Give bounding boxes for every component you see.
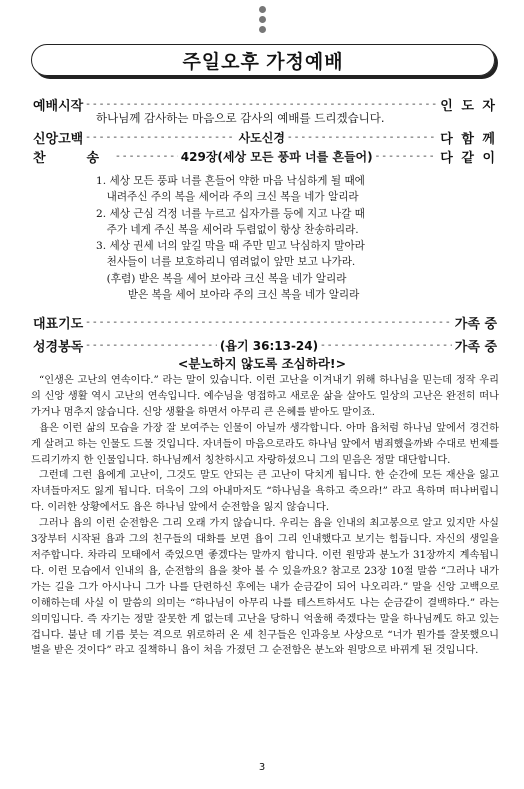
hymn-line: 1. 세상 모든 풍파 너를 흔들어 약한 마음 낙심하게 될 때에: [96, 175, 365, 187]
hymn-line: 내려주신 주의 복을 세어라 주의 크신 복을 네가 알리라: [96, 191, 359, 204]
paragraph: 그러나 욥의 이런 순전함은 그리 오래 가지 않습니다. 우리는 욥을 인내의 최고봉으로 알고 있지만 사실 3장부터 시작된 욥과 그의 친구들의 대화를 보면 욥이 그리 인내했다고 보기는 힘듭니다. 자신의 생일을 저주합니다. 차라리 모태에서 죽었으면 좋겠다는 말까지 합니다. 이런 원망과 분노가 31장까지 계속됩니다. 이런 모습에서 인내의 욥, 순전함의 욥을 찾아 볼 수 있을까요? 참고로 23장 10절 말씀 “그러나 내가 가는 길을 그가 아시나니 그가 나를 단련하신 후에는 내가 순금같이 되어 나오리라.” 말을 신앙 고백으로 이해하는데 사실 이 말씀의 의미는 “하나님이 아무리 나를 테스트하셔도 나는 순금같이 결백하다.” 라는 의미입니다. 즉 자기는 정말 잘못한 게 없는데 고난을 당하니 억울해 죽겠다는 말을 하나님께도 하고 있는 겁니다. 불난 데 기름 붓는 격으로 위로하러 온 세 친구들은 인과응보 사상으로 “너가 뭔가를 잘못했으니 벌을 받은 것이다” 라고 질책하니 욥이 처음 가졌던 그 순전함은 분노와 원망으로 바뀌게 된 것입니다.: [31, 518, 499, 657]
page-number: 3: [258, 762, 266, 773]
paragraph: “인생은 고난의 연속이다.” 라는 말이 있습니다. 이런 고난을 이겨내기 위해 하나님을 믿는데 정작 우리의 신앙 생활 역시 고난의 연속입니다. 예수님을 영접하고 새로운 삶을 살아도 일상의 고난은 완전히 떠나가거나 멈추지 않습니다. 신앙 생활을 하면서 아무리 큰 은혜를 받아도 말이죠.: [31, 375, 499, 418]
row-reading-leader: 가족 중: [454, 340, 497, 355]
row-reading-label: 성경봉독: [33, 340, 84, 355]
row-prayer-leader: 가족 중: [454, 317, 497, 332]
dotted-leader: [86, 132, 235, 143]
greeting-text: 하나님께 감사하는 마음으로 감사의 예배를 드리겠습니다.: [96, 111, 385, 125]
paragraph: 그런데 그런 욥에게 고난이, 그것도 말도 안되는 큰 고난이 닥치게 됩니다. 한 순간에 모든 재산을 잃고 자녀들마저도 잃게 됩니다. 더욱이 그의 아내마저도 “하나님을 욕하고 죽으라!” 라고 욕하며 떠나버립니다. 이러한 상황에서도 욥은 하나님 앞에서 순전함을 잃지 않습니다.: [31, 470, 499, 514]
row-opening-leader: 인 도 자: [440, 99, 497, 114]
sermon-title: <분노하지 않도록 조심하라!>: [177, 356, 347, 371]
decorative-dots: [0, 6, 524, 36]
row-creed-leader: 다 함 께: [440, 132, 497, 147]
dotted-leader: [116, 151, 178, 162]
dotted-leader: [86, 99, 437, 110]
paragraph: 욥은 이런 삶의 모습을 가장 잘 보여주는 인물이 아닐까 생각합니다. 아마 욥처럼 하나님 앞에서 경건하게 살려고 하는 인물도 드물 것입니다. 자녀들이 마음으로라도 하나님 앞에서 범죄했을까봐 수대로 번제를 드리기까지 한 인물입니다. 하나님께서 칭찬하시고 자랑하셨으니 그의 믿음은 정말 대단합니다.: [31, 422, 499, 466]
hymn-line: 천사들이 너를 보호하리니 염려없이 앞만 보고 나가라.: [96, 256, 356, 269]
row-hymn-title: 429장(세상 모든 풍파 너를 흔들어): [180, 150, 373, 164]
hymn-line: 받은 복을 세어 보아라 주의 크신 복을 네가 알리라: [96, 289, 360, 302]
hymn-line: 주가 네게 주신 복을 세어라 두렴없이 항상 찬송하리라.: [96, 223, 359, 236]
page-title: 주일오후 가정예배: [182, 51, 344, 73]
dotted-leader: [288, 132, 437, 143]
row-creed: [33, 128, 497, 147]
row-creed-title: 사도신경: [238, 131, 285, 145]
sermon-body: [31, 373, 499, 659]
row-reading-passage: (욥기 36:13-24): [219, 339, 319, 353]
row-hymn-leader: 다 같 이: [440, 151, 498, 166]
row-hymn: [33, 147, 497, 166]
dotted-leader: [86, 340, 217, 351]
hymn-line: 3. 세상 권세 너의 앞길 막을 때 주만 믿고 낙심하지 말아라: [96, 240, 365, 253]
row-hymn-label: 찬 송: [33, 151, 114, 166]
dotted-leader: [376, 151, 438, 162]
row-creed-label: 신앙고백: [33, 132, 84, 147]
row-reading: [33, 336, 497, 355]
hymn-line: (후렴) 받은 복을 세어 보아라 크신 복을 네가 알리라: [96, 272, 347, 285]
title-banner: [31, 44, 495, 76]
hymn-line: 2. 세상 근심 걱정 너를 누르고 십자가를 등에 지고 나갈 때: [96, 207, 365, 220]
row-prayer: [33, 313, 497, 332]
hymn-lyrics: [96, 173, 476, 303]
dotted-leader: [86, 317, 452, 328]
dotted-leader: [321, 340, 452, 351]
row-opening-label: 예배시작: [33, 99, 84, 114]
row-prayer-label: 대표기도: [33, 317, 84, 332]
